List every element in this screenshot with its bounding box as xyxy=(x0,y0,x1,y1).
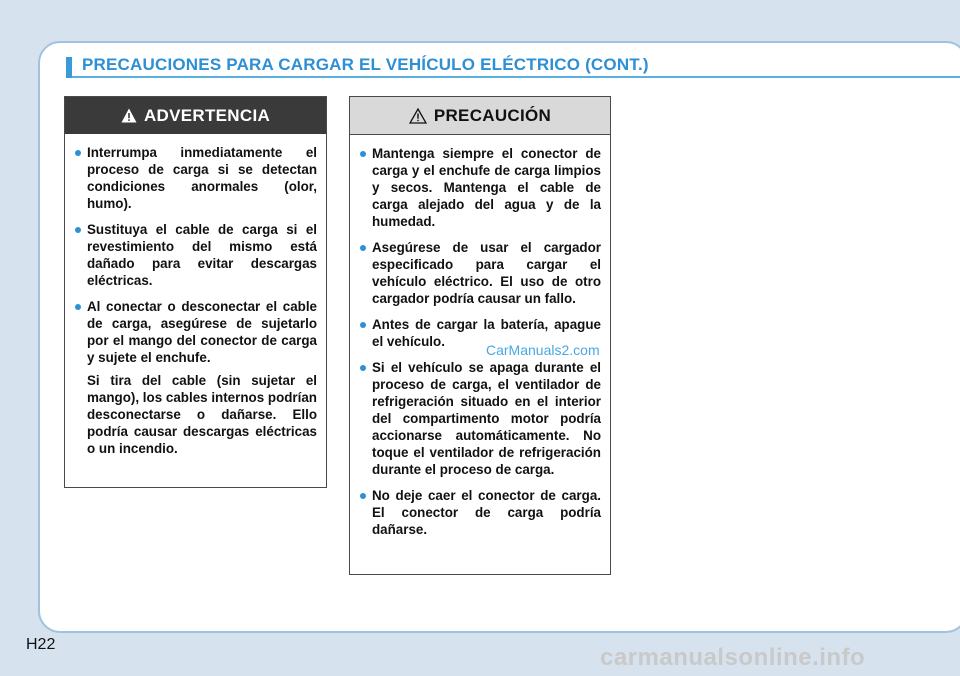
warning-continuation: Si tira del cable (sin sujetar el mango), los cables internos podrían desconectarse o dañarse. Ello podría causar descargas eléctricas o un incendio. xyxy=(87,373,317,456)
warning-item-text: Al conectar o desconectar el cable de carga, asegúrese de sujetarlo por el mango del conector de carga y sujete el enchufe. xyxy=(87,299,317,365)
warning-body xyxy=(65,134,326,457)
caution-item-text: Asegúrese de usar el cargador especificado para cargar el vehículo eléctrico. El uso de otro cargador podría causar un fallo. xyxy=(372,240,601,306)
bullet-icon xyxy=(360,322,366,328)
caution-item-text: Antes de cargar la batería, apague el vehículo. xyxy=(372,317,601,349)
caution-item xyxy=(360,487,601,538)
warning-box xyxy=(64,96,327,488)
bullet-icon xyxy=(360,493,366,499)
caution-item xyxy=(360,145,601,230)
bullet-icon xyxy=(360,151,366,157)
section-title: PRECAUCIONES PARA CARGAR EL VEHÍCULO ELÉCTRICO (CONT.) xyxy=(82,55,649,74)
section-accent-bar xyxy=(66,57,72,78)
page-number: H22 xyxy=(26,636,56,653)
bullet-icon xyxy=(75,150,81,156)
caution-header xyxy=(350,97,610,135)
caution-title: PRECAUCIÓN xyxy=(433,105,552,125)
caution-item xyxy=(360,359,601,478)
warning-item xyxy=(75,221,317,289)
warning-triangle-icon xyxy=(121,108,137,123)
caution-triangle-icon xyxy=(409,108,427,124)
caution-item-text: No deje caer el conector de carga. El conector de carga podría dañarse. xyxy=(372,488,601,537)
bullet-icon xyxy=(360,365,366,371)
section-divider xyxy=(72,76,960,78)
caution-box xyxy=(349,96,611,575)
bullet-icon xyxy=(75,304,81,310)
caution-item-text: Mantenga siempre el conector de carga y el enchufe de carga limpios y secos. Mantenga el cable de carga alejado del agua y de la humedad. xyxy=(372,146,601,229)
warning-title: ADVERTENCIA xyxy=(143,105,271,125)
caution-item-text: Si el vehículo se apaga durante el proceso de carga, el ventilador de refrigeración situado en el interior del compartimento motor podría accionarse automáticamente. No toque el ventilador de refrigeración durante el proceso de carga. xyxy=(372,360,601,477)
watermark-footer[interactable]: carmanualsonline.info xyxy=(600,644,866,671)
bullet-icon xyxy=(360,245,366,251)
warning-item xyxy=(75,144,317,212)
caution-item xyxy=(360,239,601,307)
bullet-icon xyxy=(75,227,81,233)
warning-header xyxy=(65,97,326,134)
caution-body xyxy=(350,135,610,538)
warning-item-text: Sustituya el cable de carga si el revestimiento del mismo está dañado para evitar descargas eléctricas. xyxy=(87,222,317,288)
warning-item-text: Interrumpa inmediatamente el proceso de carga si se detectan condiciones anormales (olor, humo). xyxy=(87,145,317,211)
warning-item xyxy=(75,298,317,366)
watermark-link[interactable]: CarManuals2.com xyxy=(486,342,600,358)
